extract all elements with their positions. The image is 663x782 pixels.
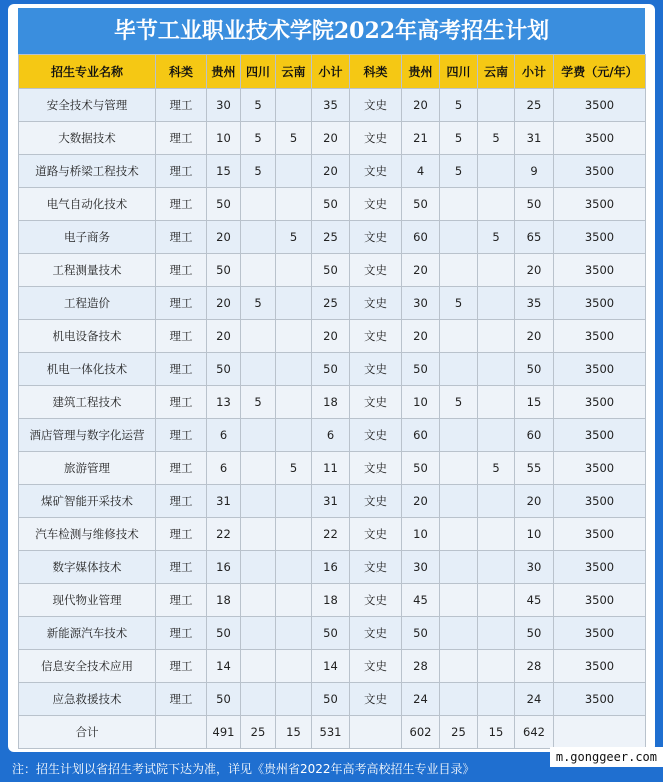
table-cell: 16 bbox=[312, 551, 350, 584]
table-cell: 理工 bbox=[156, 89, 207, 122]
table-cell bbox=[440, 419, 478, 452]
total-cell bbox=[350, 716, 402, 749]
table-cell: 50 bbox=[402, 617, 440, 650]
major-name-cell: 机电设备技术 bbox=[19, 320, 156, 353]
table-cell: 11 bbox=[312, 452, 350, 485]
total-cell: 25 bbox=[241, 716, 276, 749]
footer bbox=[0, 752, 663, 777]
column-header: 科类 bbox=[350, 55, 402, 89]
table-cell: 55 bbox=[515, 452, 554, 485]
table-cell bbox=[276, 683, 312, 716]
table-cell bbox=[241, 254, 276, 287]
table-cell bbox=[276, 89, 312, 122]
table-cell bbox=[440, 650, 478, 683]
table-cell bbox=[478, 320, 515, 353]
table-row bbox=[19, 683, 646, 716]
table-cell: 5 bbox=[276, 122, 312, 155]
table-row bbox=[19, 254, 646, 287]
table-cell bbox=[241, 683, 276, 716]
total-label-cell: 合计 bbox=[19, 716, 156, 749]
table-cell: 25 bbox=[312, 221, 350, 254]
table-cell: 文史 bbox=[350, 221, 402, 254]
table-cell bbox=[241, 485, 276, 518]
table-cell: 50 bbox=[312, 188, 350, 221]
table-cell: 理工 bbox=[156, 320, 207, 353]
table-cell: 50 bbox=[312, 617, 350, 650]
table-cell: 20 bbox=[312, 155, 350, 188]
site-watermark: m.gonggeer.com bbox=[550, 747, 663, 767]
table-row bbox=[19, 188, 646, 221]
table-cell: 5 bbox=[241, 89, 276, 122]
table-cell bbox=[276, 287, 312, 320]
table-cell: 文史 bbox=[350, 551, 402, 584]
table-cell: 理工 bbox=[156, 485, 207, 518]
table-cell: 60 bbox=[402, 221, 440, 254]
table-cell bbox=[241, 353, 276, 386]
column-header: 科类 bbox=[156, 55, 207, 89]
table-cell: 24 bbox=[515, 683, 554, 716]
table-cell: 50 bbox=[515, 617, 554, 650]
table-cell: 5 bbox=[440, 386, 478, 419]
table-cell: 文史 bbox=[350, 320, 402, 353]
table-cell: 3500 bbox=[554, 452, 646, 485]
total-cell: 491 bbox=[207, 716, 241, 749]
table-cell: 理工 bbox=[156, 683, 207, 716]
table-cell bbox=[276, 320, 312, 353]
table-cell: 3500 bbox=[554, 155, 646, 188]
table-cell: 30 bbox=[402, 287, 440, 320]
table-cell bbox=[478, 89, 515, 122]
table-cell: 14 bbox=[312, 650, 350, 683]
table-cell: 3500 bbox=[554, 386, 646, 419]
table-cell: 3500 bbox=[554, 320, 646, 353]
table-cell: 5 bbox=[276, 221, 312, 254]
table-cell bbox=[478, 584, 515, 617]
major-name-cell: 建筑工程技术 bbox=[19, 386, 156, 419]
table-cell bbox=[478, 254, 515, 287]
table-cell bbox=[241, 518, 276, 551]
table-body bbox=[19, 89, 646, 749]
table-cell: 5 bbox=[440, 122, 478, 155]
table-cell: 10 bbox=[515, 518, 554, 551]
table-cell: 理工 bbox=[156, 452, 207, 485]
table-cell: 25 bbox=[515, 89, 554, 122]
table-cell bbox=[241, 650, 276, 683]
table-cell: 50 bbox=[312, 254, 350, 287]
table-cell bbox=[241, 188, 276, 221]
table-cell bbox=[276, 254, 312, 287]
table-cell: 20 bbox=[402, 254, 440, 287]
table-cell bbox=[276, 386, 312, 419]
table-cell bbox=[478, 287, 515, 320]
table-cell: 20 bbox=[207, 287, 241, 320]
table-cell: 3500 bbox=[554, 518, 646, 551]
column-header: 小计 bbox=[312, 55, 350, 89]
table-cell: 10 bbox=[207, 122, 241, 155]
column-header: 小计 bbox=[515, 55, 554, 89]
table-cell bbox=[241, 551, 276, 584]
total-cell: 15 bbox=[478, 716, 515, 749]
total-cell: 15 bbox=[276, 716, 312, 749]
table-cell: 28 bbox=[515, 650, 554, 683]
column-header: 贵州 bbox=[207, 55, 241, 89]
table-cell: 50 bbox=[207, 254, 241, 287]
table-cell: 20 bbox=[402, 320, 440, 353]
table-row bbox=[19, 518, 646, 551]
table-cell: 理工 bbox=[156, 221, 207, 254]
table-cell bbox=[276, 485, 312, 518]
table-cell bbox=[478, 683, 515, 716]
table-cell bbox=[440, 485, 478, 518]
total-cell: 602 bbox=[402, 716, 440, 749]
footer-note: 注：招生计划以省招生考试院下达为准，详见《贵州省2022年高考高校招生专业目录》 bbox=[12, 762, 475, 776]
major-name-cell: 安全技术与管理 bbox=[19, 89, 156, 122]
table-cell bbox=[276, 584, 312, 617]
table-cell bbox=[478, 551, 515, 584]
table-cell: 50 bbox=[312, 683, 350, 716]
major-name-cell: 汽车检测与维修技术 bbox=[19, 518, 156, 551]
table-cell: 文史 bbox=[350, 155, 402, 188]
table-cell: 理工 bbox=[156, 551, 207, 584]
table-cell: 15 bbox=[207, 155, 241, 188]
table-cell bbox=[478, 188, 515, 221]
table-row bbox=[19, 419, 646, 452]
major-name-cell: 道路与桥梁工程技术 bbox=[19, 155, 156, 188]
table-cell: 20 bbox=[402, 89, 440, 122]
table-cell: 18 bbox=[312, 584, 350, 617]
total-cell bbox=[554, 716, 646, 749]
table-cell: 3500 bbox=[554, 188, 646, 221]
table-cell: 5 bbox=[241, 122, 276, 155]
table-cell bbox=[276, 518, 312, 551]
page-title: 毕节工业职业技术学院2022年高考招生计划 bbox=[18, 8, 645, 54]
table-cell: 文史 bbox=[350, 89, 402, 122]
table-cell bbox=[478, 353, 515, 386]
enrollment-table bbox=[18, 54, 646, 749]
table-cell: 3500 bbox=[554, 617, 646, 650]
table-cell: 50 bbox=[207, 188, 241, 221]
table-cell bbox=[478, 155, 515, 188]
table-cell: 30 bbox=[402, 551, 440, 584]
table-cell: 3500 bbox=[554, 287, 646, 320]
total-cell: 25 bbox=[440, 716, 478, 749]
table-cell: 60 bbox=[515, 419, 554, 452]
table-cell: 10 bbox=[402, 386, 440, 419]
table-cell: 5 bbox=[478, 452, 515, 485]
table-cell bbox=[276, 617, 312, 650]
table-row bbox=[19, 584, 646, 617]
table-row bbox=[19, 551, 646, 584]
table-cell: 15 bbox=[515, 386, 554, 419]
table-cell bbox=[241, 584, 276, 617]
table-cell bbox=[276, 419, 312, 452]
table-cell: 22 bbox=[207, 518, 241, 551]
major-name-cell: 电气自动化技术 bbox=[19, 188, 156, 221]
table-cell: 理工 bbox=[156, 155, 207, 188]
table-cell: 6 bbox=[207, 419, 241, 452]
table-cell: 30 bbox=[207, 89, 241, 122]
table-cell bbox=[440, 353, 478, 386]
table-cell: 3500 bbox=[554, 221, 646, 254]
table-cell bbox=[478, 485, 515, 518]
table-cell bbox=[276, 155, 312, 188]
table-row bbox=[19, 485, 646, 518]
table-cell: 31 bbox=[515, 122, 554, 155]
table-cell: 文史 bbox=[350, 452, 402, 485]
table-cell: 5 bbox=[478, 221, 515, 254]
major-name-cell: 大数据技术 bbox=[19, 122, 156, 155]
table-cell: 21 bbox=[402, 122, 440, 155]
table-row bbox=[19, 122, 646, 155]
total-row bbox=[19, 716, 646, 749]
table-cell: 3500 bbox=[554, 353, 646, 386]
table-cell: 3500 bbox=[554, 683, 646, 716]
table-cell: 3500 bbox=[554, 485, 646, 518]
table-cell bbox=[478, 518, 515, 551]
table-cell: 文史 bbox=[350, 584, 402, 617]
table-cell: 3500 bbox=[554, 254, 646, 287]
table-cell: 24 bbox=[402, 683, 440, 716]
major-name-cell: 旅游管理 bbox=[19, 452, 156, 485]
table-cell: 5 bbox=[478, 122, 515, 155]
table-cell: 文史 bbox=[350, 419, 402, 452]
column-header: 四川 bbox=[241, 55, 276, 89]
table-cell: 3500 bbox=[554, 122, 646, 155]
table-cell bbox=[440, 188, 478, 221]
table-cell: 14 bbox=[207, 650, 241, 683]
table-cell: 35 bbox=[312, 89, 350, 122]
table-cell: 3500 bbox=[554, 584, 646, 617]
table-cell: 28 bbox=[402, 650, 440, 683]
table-row bbox=[19, 452, 646, 485]
table-cell: 文史 bbox=[350, 485, 402, 518]
table-row bbox=[19, 386, 646, 419]
column-header: 招生专业名称 bbox=[19, 55, 156, 89]
table-cell bbox=[440, 254, 478, 287]
table-cell: 9 bbox=[515, 155, 554, 188]
table-row bbox=[19, 155, 646, 188]
table-cell: 理工 bbox=[156, 584, 207, 617]
table-row bbox=[19, 287, 646, 320]
table-cell bbox=[478, 386, 515, 419]
table-cell: 20 bbox=[402, 485, 440, 518]
table-header-row bbox=[19, 55, 646, 89]
table-cell: 20 bbox=[515, 320, 554, 353]
table-cell: 20 bbox=[515, 485, 554, 518]
table-cell: 5 bbox=[440, 287, 478, 320]
table-cell bbox=[241, 320, 276, 353]
table-cell: 3500 bbox=[554, 419, 646, 452]
table-cell: 50 bbox=[402, 188, 440, 221]
table-cell: 文史 bbox=[350, 287, 402, 320]
table-cell: 18 bbox=[312, 386, 350, 419]
table-cell: 20 bbox=[312, 320, 350, 353]
table-cell: 文史 bbox=[350, 254, 402, 287]
table-cell: 5 bbox=[241, 386, 276, 419]
table-cell: 35 bbox=[515, 287, 554, 320]
table-cell: 6 bbox=[312, 419, 350, 452]
table-cell: 13 bbox=[207, 386, 241, 419]
table-cell: 文史 bbox=[350, 188, 402, 221]
table-cell: 5 bbox=[440, 155, 478, 188]
table-cell bbox=[440, 551, 478, 584]
major-name-cell: 酒店管理与数字化运营 bbox=[19, 419, 156, 452]
table-cell: 理工 bbox=[156, 419, 207, 452]
table-cell bbox=[440, 221, 478, 254]
table-cell: 20 bbox=[515, 254, 554, 287]
table-cell: 16 bbox=[207, 551, 241, 584]
table-cell bbox=[440, 320, 478, 353]
table-cell: 理工 bbox=[156, 254, 207, 287]
table-cell: 20 bbox=[207, 221, 241, 254]
column-header: 四川 bbox=[440, 55, 478, 89]
table-cell: 3500 bbox=[554, 551, 646, 584]
plan-card bbox=[8, 4, 655, 752]
table-cell: 理工 bbox=[156, 188, 207, 221]
table-cell: 50 bbox=[402, 353, 440, 386]
table-cell: 5 bbox=[241, 287, 276, 320]
table-cell bbox=[478, 617, 515, 650]
table-cell: 30 bbox=[515, 551, 554, 584]
table-cell bbox=[440, 617, 478, 650]
table-cell: 文史 bbox=[350, 518, 402, 551]
table-cell bbox=[241, 617, 276, 650]
major-name-cell: 工程造价 bbox=[19, 287, 156, 320]
table-row bbox=[19, 617, 646, 650]
table-cell bbox=[276, 353, 312, 386]
table-cell: 5 bbox=[276, 452, 312, 485]
table-cell bbox=[276, 551, 312, 584]
total-cell: 642 bbox=[515, 716, 554, 749]
table-cell: 6 bbox=[207, 452, 241, 485]
table-cell: 文史 bbox=[350, 617, 402, 650]
table-cell: 10 bbox=[402, 518, 440, 551]
table-cell bbox=[241, 452, 276, 485]
table-cell: 理工 bbox=[156, 287, 207, 320]
table-row bbox=[19, 89, 646, 122]
table-cell bbox=[478, 650, 515, 683]
table-cell: 20 bbox=[207, 320, 241, 353]
table-cell: 3500 bbox=[554, 89, 646, 122]
table-cell: 60 bbox=[402, 419, 440, 452]
column-header: 贵州 bbox=[402, 55, 440, 89]
table-cell: 50 bbox=[207, 353, 241, 386]
total-cell: 531 bbox=[312, 716, 350, 749]
table-cell: 理工 bbox=[156, 617, 207, 650]
table-cell: 理工 bbox=[156, 650, 207, 683]
table-cell: 18 bbox=[207, 584, 241, 617]
table-row bbox=[19, 353, 646, 386]
major-name-cell: 新能源汽车技术 bbox=[19, 617, 156, 650]
column-header: 云南 bbox=[276, 55, 312, 89]
table-cell bbox=[241, 419, 276, 452]
table-cell bbox=[440, 584, 478, 617]
table-cell: 50 bbox=[515, 188, 554, 221]
table-cell: 50 bbox=[207, 683, 241, 716]
major-name-cell: 电子商务 bbox=[19, 221, 156, 254]
table-cell: 50 bbox=[207, 617, 241, 650]
table-cell: 31 bbox=[207, 485, 241, 518]
table-cell bbox=[440, 518, 478, 551]
table-row bbox=[19, 320, 646, 353]
major-name-cell: 应急救援技术 bbox=[19, 683, 156, 716]
table-cell bbox=[276, 650, 312, 683]
table-cell: 文史 bbox=[350, 353, 402, 386]
table-cell: 65 bbox=[515, 221, 554, 254]
table-cell bbox=[440, 683, 478, 716]
table-cell: 50 bbox=[312, 353, 350, 386]
table-cell: 理工 bbox=[156, 518, 207, 551]
table-cell bbox=[241, 221, 276, 254]
table-cell: 理工 bbox=[156, 386, 207, 419]
table-cell: 20 bbox=[312, 122, 350, 155]
table-cell: 31 bbox=[312, 485, 350, 518]
table-cell bbox=[276, 188, 312, 221]
major-name-cell: 数字媒体技术 bbox=[19, 551, 156, 584]
table-cell: 文史 bbox=[350, 122, 402, 155]
major-name-cell: 信息安全技术应用 bbox=[19, 650, 156, 683]
column-header: 云南 bbox=[478, 55, 515, 89]
table-cell: 5 bbox=[440, 89, 478, 122]
table-cell: 4 bbox=[402, 155, 440, 188]
table-cell bbox=[478, 419, 515, 452]
table-cell: 文史 bbox=[350, 386, 402, 419]
major-name-cell: 煤矿智能开采技术 bbox=[19, 485, 156, 518]
table-cell: 3500 bbox=[554, 650, 646, 683]
table-cell: 理工 bbox=[156, 353, 207, 386]
table-cell: 45 bbox=[515, 584, 554, 617]
table-cell: 50 bbox=[402, 452, 440, 485]
table-row bbox=[19, 650, 646, 683]
table-cell: 5 bbox=[241, 155, 276, 188]
table-cell: 25 bbox=[312, 287, 350, 320]
table-row bbox=[19, 221, 646, 254]
major-name-cell: 工程测量技术 bbox=[19, 254, 156, 287]
table-cell: 50 bbox=[515, 353, 554, 386]
total-cell bbox=[156, 716, 207, 749]
column-header: 学费（元/年） bbox=[554, 55, 646, 89]
table-cell: 22 bbox=[312, 518, 350, 551]
table-cell: 45 bbox=[402, 584, 440, 617]
major-name-cell: 机电一体化技术 bbox=[19, 353, 156, 386]
table-cell: 文史 bbox=[350, 650, 402, 683]
table-cell bbox=[440, 452, 478, 485]
table-cell: 理工 bbox=[156, 122, 207, 155]
table-cell: 文史 bbox=[350, 683, 402, 716]
major-name-cell: 现代物业管理 bbox=[19, 584, 156, 617]
